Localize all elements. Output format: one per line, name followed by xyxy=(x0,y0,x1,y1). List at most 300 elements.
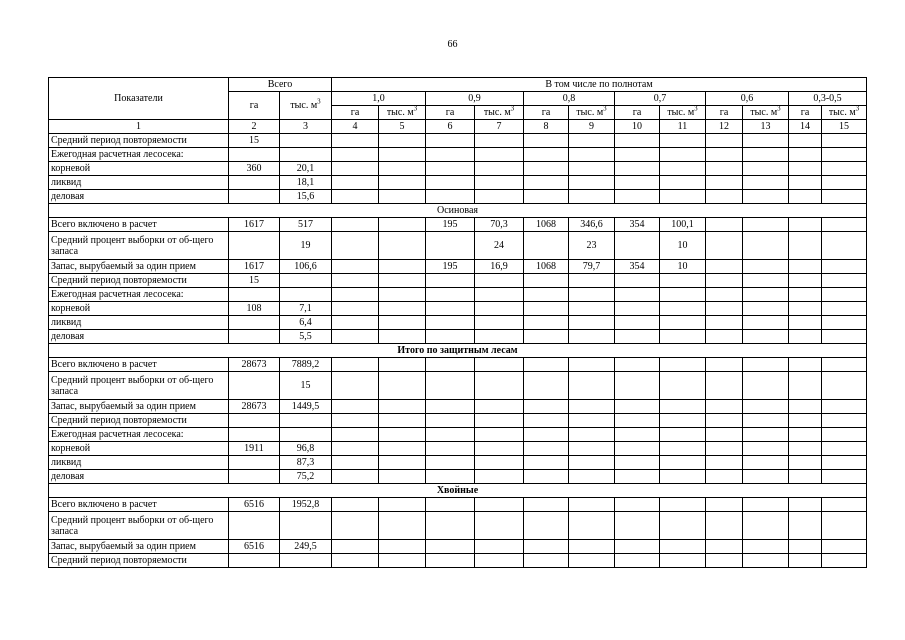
table-cell xyxy=(426,134,475,148)
table-cell: 195 xyxy=(426,218,475,232)
table-cell xyxy=(569,498,615,512)
table-cell xyxy=(229,372,280,400)
column-number: 14 xyxy=(789,120,822,134)
table-cell xyxy=(379,372,426,400)
table-cell xyxy=(822,400,867,414)
table-row xyxy=(49,134,867,148)
table-cell xyxy=(475,176,524,190)
row-label: Ежегодная расчетная лесосека: xyxy=(49,288,229,302)
table-cell xyxy=(706,288,743,302)
table-row xyxy=(49,288,867,302)
table-cell: 20,1 xyxy=(280,162,332,176)
table-cell: 10 xyxy=(660,232,706,260)
table-cell xyxy=(789,512,822,540)
table-cell xyxy=(615,554,660,568)
table-cell xyxy=(822,442,867,456)
table-cell xyxy=(332,442,379,456)
table-cell xyxy=(789,232,822,260)
table-cell: 1068 xyxy=(524,218,569,232)
table-cell xyxy=(379,512,426,540)
table-cell xyxy=(426,428,475,442)
table-cell: 18,1 xyxy=(280,176,332,190)
table-cell xyxy=(524,456,569,470)
table-cell xyxy=(743,148,789,162)
table-cell xyxy=(524,414,569,428)
table-row xyxy=(49,302,867,316)
table-cell xyxy=(615,232,660,260)
table-cell: 70,3 xyxy=(475,218,524,232)
unit-ha: га xyxy=(789,106,822,120)
row-label: Средний процент выборки от об-щего запаса xyxy=(49,512,229,540)
table-cell xyxy=(379,456,426,470)
table-cell xyxy=(332,498,379,512)
table-cell: 517 xyxy=(280,218,332,232)
table-cell xyxy=(524,302,569,316)
column-number: 13 xyxy=(743,120,789,134)
table-cell xyxy=(743,176,789,190)
section-title: Итого по защитным лесам xyxy=(49,344,867,358)
table-cell xyxy=(789,176,822,190)
table-cell xyxy=(615,428,660,442)
row-label: ликвид xyxy=(49,176,229,190)
unit-thousand-m3: тыс. $м^3$ xyxy=(475,106,524,120)
row-label: Всего включено в расчет xyxy=(49,218,229,232)
column-number: 12 xyxy=(706,120,743,134)
table-cell xyxy=(379,302,426,316)
table-cell xyxy=(229,176,280,190)
table-cell xyxy=(789,302,822,316)
table-cell xyxy=(332,260,379,274)
table-cell xyxy=(789,400,822,414)
table-cell xyxy=(379,232,426,260)
table-cell: 19 xyxy=(280,232,332,260)
table-cell xyxy=(660,274,706,288)
section-title: Осиновая xyxy=(49,204,867,218)
table-cell xyxy=(569,162,615,176)
unit-ha: га xyxy=(615,106,660,120)
table-cell xyxy=(743,190,789,204)
table-cell: 15 xyxy=(229,134,280,148)
table-cell xyxy=(332,218,379,232)
table-row xyxy=(49,232,867,260)
table-cell xyxy=(706,190,743,204)
row-label: Средний процент выборки от об-щего запаса xyxy=(49,232,229,260)
table-cell xyxy=(475,162,524,176)
table-cell xyxy=(332,162,379,176)
table-cell xyxy=(332,330,379,344)
table-cell xyxy=(615,176,660,190)
table-cell xyxy=(660,134,706,148)
table-cell xyxy=(615,148,660,162)
table-cell xyxy=(280,288,332,302)
table-cell xyxy=(332,232,379,260)
table-cell xyxy=(475,428,524,442)
table-cell: 28673 xyxy=(229,400,280,414)
table-cell xyxy=(789,442,822,456)
table-cell xyxy=(706,330,743,344)
row-label: корневой xyxy=(49,302,229,316)
table-cell xyxy=(660,288,706,302)
table-cell xyxy=(743,498,789,512)
table-cell xyxy=(660,176,706,190)
table-cell xyxy=(379,176,426,190)
table-cell xyxy=(660,414,706,428)
column-number: 4 xyxy=(332,120,379,134)
table-cell xyxy=(743,428,789,442)
table-cell xyxy=(475,316,524,330)
table-cell xyxy=(569,456,615,470)
table-cell xyxy=(822,274,867,288)
table-cell xyxy=(229,316,280,330)
table-cell xyxy=(743,330,789,344)
table-cell xyxy=(426,162,475,176)
table-cell xyxy=(332,288,379,302)
table-cell xyxy=(789,470,822,484)
column-number: 3 xyxy=(280,120,332,134)
table-cell xyxy=(615,498,660,512)
table-cell xyxy=(789,274,822,288)
table-cell xyxy=(615,162,660,176)
table-cell xyxy=(379,148,426,162)
table-cell xyxy=(789,358,822,372)
table-cell xyxy=(229,456,280,470)
table-cell xyxy=(789,190,822,204)
table-cell: 1449,5 xyxy=(280,400,332,414)
row-label: деловая xyxy=(49,470,229,484)
table-cell xyxy=(426,358,475,372)
table-cell xyxy=(822,288,867,302)
table-cell xyxy=(332,470,379,484)
row-label: Запас, вырубаемый за один прием xyxy=(49,400,229,414)
table-cell xyxy=(229,288,280,302)
table-cell xyxy=(822,554,867,568)
table-cell xyxy=(822,134,867,148)
density-header: 0,6 xyxy=(706,92,789,106)
table-cell xyxy=(332,400,379,414)
row-label: Средний процент выборки от об-щего запаса xyxy=(49,372,229,400)
table-cell xyxy=(280,428,332,442)
table-cell xyxy=(426,288,475,302)
table-cell: 96,8 xyxy=(280,442,332,456)
table-cell xyxy=(229,330,280,344)
table-cell xyxy=(379,428,426,442)
table-cell xyxy=(524,470,569,484)
table-cell xyxy=(822,218,867,232)
table-cell xyxy=(229,554,280,568)
table-cell xyxy=(660,540,706,554)
table-cell xyxy=(229,190,280,204)
table-cell xyxy=(615,134,660,148)
table-cell xyxy=(426,414,475,428)
table-cell xyxy=(822,470,867,484)
table-cell xyxy=(615,470,660,484)
table-cell xyxy=(332,274,379,288)
table-cell: 7889,2 xyxy=(280,358,332,372)
table-cell xyxy=(706,316,743,330)
table-cell xyxy=(229,232,280,260)
table-cell xyxy=(822,330,867,344)
table-cell xyxy=(822,512,867,540)
density-header: 0,7 xyxy=(615,92,706,106)
table-row xyxy=(49,218,867,232)
section-title: Хвойные xyxy=(49,484,867,498)
table-cell xyxy=(280,414,332,428)
table-cell xyxy=(706,232,743,260)
table-cell: 354 xyxy=(615,260,660,274)
table-cell xyxy=(743,512,789,540)
table-cell xyxy=(789,148,822,162)
table-cell xyxy=(379,260,426,274)
table-cell xyxy=(229,470,280,484)
table-cell xyxy=(822,162,867,176)
table-cell xyxy=(822,190,867,204)
table-cell xyxy=(706,162,743,176)
table-cell xyxy=(615,442,660,456)
table-cell xyxy=(743,316,789,330)
table-cell xyxy=(426,232,475,260)
table-cell xyxy=(280,148,332,162)
table-cell xyxy=(379,134,426,148)
unit-thousand-m3: тыс. $м^3$ xyxy=(743,106,789,120)
table-cell xyxy=(615,190,660,204)
table-cell xyxy=(524,554,569,568)
table-cell xyxy=(379,540,426,554)
header-thousand-m3: тыс. $м^3$ xyxy=(280,92,332,120)
unit-thousand-m3: тыс. $м^3$ xyxy=(379,106,426,120)
table-cell xyxy=(660,316,706,330)
table-row xyxy=(49,498,867,512)
table-cell xyxy=(706,414,743,428)
table-cell xyxy=(660,400,706,414)
table-cell xyxy=(332,302,379,316)
table-cell xyxy=(475,400,524,414)
table-cell xyxy=(524,540,569,554)
column-number: 2 xyxy=(229,120,280,134)
row-label: корневой xyxy=(49,162,229,176)
table-cell xyxy=(280,554,332,568)
table-cell xyxy=(524,288,569,302)
table-cell: 75,2 xyxy=(280,470,332,484)
row-label: Средний период повторяемости xyxy=(49,134,229,148)
density-header: 1,0 xyxy=(332,92,426,106)
table-cell xyxy=(475,442,524,456)
table-cell xyxy=(332,316,379,330)
table-cell xyxy=(615,288,660,302)
table-cell xyxy=(822,302,867,316)
table-cell: 16,9 xyxy=(475,260,524,274)
table-cell xyxy=(822,358,867,372)
table-cell xyxy=(822,232,867,260)
table-cell xyxy=(660,498,706,512)
table-cell xyxy=(524,428,569,442)
table-cell xyxy=(743,288,789,302)
table-cell xyxy=(426,456,475,470)
column-number: 10 xyxy=(615,120,660,134)
table-cell xyxy=(706,400,743,414)
table-cell xyxy=(706,274,743,288)
table-cell xyxy=(475,330,524,344)
column-number: 5 xyxy=(379,120,426,134)
table-cell xyxy=(426,274,475,288)
table-cell xyxy=(524,400,569,414)
table-cell xyxy=(743,260,789,274)
table-cell xyxy=(426,190,475,204)
table-row xyxy=(49,176,867,190)
row-label: Средний период повторяемости xyxy=(49,274,229,288)
table-cell xyxy=(426,302,475,316)
row-label: деловая xyxy=(49,330,229,344)
table-cell xyxy=(706,134,743,148)
column-number: 1 xyxy=(49,120,229,134)
table-cell xyxy=(743,162,789,176)
table-cell xyxy=(426,512,475,540)
table-cell xyxy=(706,512,743,540)
table-row xyxy=(49,442,867,456)
table-cell xyxy=(229,512,280,540)
table-cell xyxy=(789,414,822,428)
table-cell: 108 xyxy=(229,302,280,316)
table-cell xyxy=(660,512,706,540)
table-row xyxy=(49,414,867,428)
table-cell xyxy=(332,414,379,428)
table-cell xyxy=(426,148,475,162)
table-cell xyxy=(743,134,789,148)
table-cell xyxy=(615,330,660,344)
table-cell xyxy=(789,316,822,330)
table-cell: 100,1 xyxy=(660,218,706,232)
table-cell: 87,3 xyxy=(280,456,332,470)
header-indicators: Показатели xyxy=(49,78,229,120)
table-cell xyxy=(569,316,615,330)
table-cell xyxy=(743,218,789,232)
table-row xyxy=(49,400,867,414)
table-cell xyxy=(660,302,706,316)
table-row xyxy=(49,148,867,162)
table-cell xyxy=(569,428,615,442)
table-row xyxy=(49,260,867,274)
table-cell xyxy=(789,162,822,176)
table-cell xyxy=(280,134,332,148)
table-cell: 346,6 xyxy=(569,218,615,232)
table-cell: 106,6 xyxy=(280,260,332,274)
table-cell xyxy=(743,400,789,414)
table-cell xyxy=(660,554,706,568)
table-cell xyxy=(524,512,569,540)
table-cell: 23 xyxy=(569,232,615,260)
table-cell xyxy=(822,456,867,470)
table-cell xyxy=(332,134,379,148)
table-cell xyxy=(426,470,475,484)
table-row xyxy=(49,316,867,330)
table-row xyxy=(49,330,867,344)
column-number: 8 xyxy=(524,120,569,134)
table-cell xyxy=(569,176,615,190)
table-cell xyxy=(615,512,660,540)
table-cell xyxy=(789,428,822,442)
page-number: 66 xyxy=(447,39,458,50)
table-cell: 15 xyxy=(280,372,332,400)
table-cell xyxy=(379,274,426,288)
table-cell xyxy=(789,134,822,148)
table-cell xyxy=(379,330,426,344)
table-cell xyxy=(615,302,660,316)
table-cell xyxy=(789,372,822,400)
table-cell xyxy=(615,316,660,330)
table-cell: 5,5 xyxy=(280,330,332,344)
table-cell xyxy=(475,414,524,428)
table-cell xyxy=(660,190,706,204)
table-cell xyxy=(426,176,475,190)
table-cell xyxy=(743,372,789,400)
table-cell xyxy=(332,176,379,190)
table-cell: 6516 xyxy=(229,540,280,554)
header-by-density: В том числе по полнотам xyxy=(332,78,867,92)
table-cell xyxy=(660,372,706,400)
table-cell: 249,5 xyxy=(280,540,332,554)
table-cell xyxy=(475,148,524,162)
table-cell xyxy=(743,554,789,568)
table-cell: 7,1 xyxy=(280,302,332,316)
table-cell xyxy=(524,330,569,344)
density-header: 0,9 xyxy=(426,92,524,106)
column-number: 9 xyxy=(569,120,615,134)
row-label: ликвид xyxy=(49,316,229,330)
table-cell xyxy=(524,358,569,372)
table-cell xyxy=(660,442,706,456)
table-cell xyxy=(475,274,524,288)
table-cell xyxy=(379,414,426,428)
table-cell xyxy=(706,442,743,456)
table-cell xyxy=(379,400,426,414)
table-cell xyxy=(706,358,743,372)
table-cell xyxy=(569,190,615,204)
table-cell xyxy=(660,456,706,470)
table-cell xyxy=(569,512,615,540)
table-cell xyxy=(789,260,822,274)
table-cell xyxy=(569,274,615,288)
table-cell xyxy=(743,456,789,470)
row-label: деловая xyxy=(49,190,229,204)
table-cell xyxy=(379,218,426,232)
table-row xyxy=(49,428,867,442)
table-cell xyxy=(229,148,280,162)
table-cell xyxy=(822,540,867,554)
table-cell xyxy=(426,554,475,568)
table-cell xyxy=(743,274,789,288)
table-cell xyxy=(822,498,867,512)
table-cell: 79,7 xyxy=(569,260,615,274)
table-cell xyxy=(475,372,524,400)
table-cell xyxy=(743,540,789,554)
table-cell xyxy=(822,428,867,442)
table-cell: 1068 xyxy=(524,260,569,274)
section-row xyxy=(49,204,867,218)
table-cell xyxy=(426,372,475,400)
table-cell xyxy=(706,456,743,470)
table-row xyxy=(49,554,867,568)
table-cell xyxy=(332,456,379,470)
table-cell xyxy=(475,302,524,316)
table-row xyxy=(49,162,867,176)
unit-thousand-m3: тыс. $м^3$ xyxy=(822,106,867,120)
table-cell xyxy=(524,148,569,162)
table-cell xyxy=(615,540,660,554)
table-cell xyxy=(706,302,743,316)
row-label: Всего включено в расчет xyxy=(49,358,229,372)
table-cell xyxy=(789,498,822,512)
table-cell xyxy=(524,316,569,330)
table-cell xyxy=(475,288,524,302)
